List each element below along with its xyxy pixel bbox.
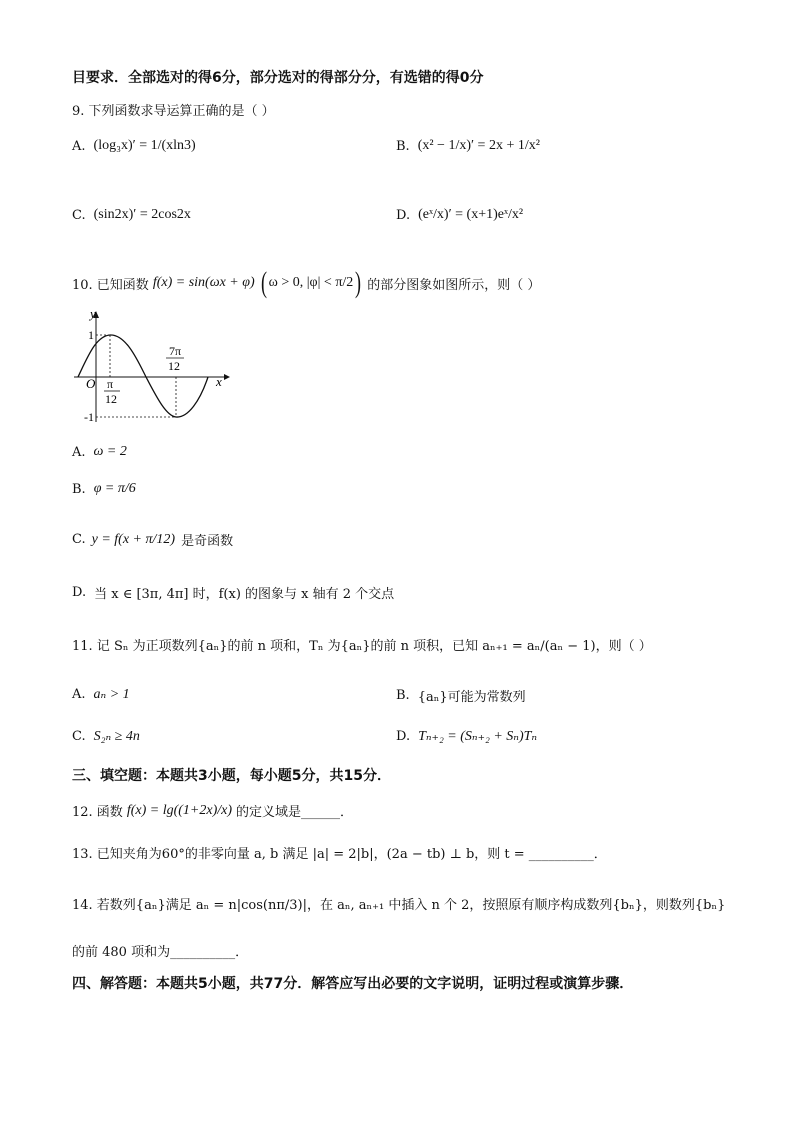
x-axis-arrow-icon (224, 374, 230, 380)
y-max-label: 1 (88, 328, 94, 342)
trough-x-den: 12 (168, 359, 180, 373)
q9-option-b (396, 138, 540, 154)
q10-stem (72, 268, 540, 298)
q10-c-suffix: 是奇函数 (181, 534, 234, 549)
q11-d-label: D. (396, 729, 411, 744)
q9-option-a (72, 138, 196, 154)
right-paren-icon: ) (355, 266, 362, 299)
q9-b-label: B. (396, 138, 410, 154)
q10-option-c (72, 530, 233, 549)
q9-a-label: A. (72, 138, 86, 154)
q9-a-expr: (log₃x)′ = 1/(xln3) (93, 138, 196, 153)
q14-line2: 的前 480 项和为__________． (72, 945, 249, 960)
q9-d-expr: (eˣ/x)′ = (x+1)eˣ/x² (418, 207, 524, 222)
q11-a-expr: aₙ > 1 (93, 687, 130, 702)
q9-d-label: D. (396, 207, 411, 223)
q10-stem-cond-wrap (259, 268, 364, 298)
q10-a-label: A. (72, 444, 86, 460)
q9-option-d (396, 207, 523, 223)
peak-x-den: 12 (105, 392, 117, 406)
q12-prefix: 12. 函数 (72, 805, 123, 820)
q11-stem: 11. 记 Sₙ 为正项数列{aₙ}的前 n 项和，Tₙ 为{aₙ}的前 n 项积，已知 aₙ₊₁ = aₙ/(aₙ − 1)，则（ ） (72, 639, 652, 654)
q11-option-a (72, 686, 130, 703)
q11-option-c (72, 728, 140, 745)
q10-stem-func: f(x) = sin(ωx + φ) (152, 275, 255, 290)
q10-a-expr: ω = 2 (93, 444, 127, 459)
q11-c-expr: S₂ₙ ≥ 4n (93, 729, 140, 744)
y-min-label: -1 (84, 410, 94, 424)
q11-b-text: {aₙ}可能为常数列 (417, 690, 526, 705)
q12-suffix: 的定义域是______． (236, 805, 354, 820)
q9-c-expr: (sin2x)′ = 2cos2x (93, 207, 191, 222)
q10-b-label: B. (72, 481, 86, 497)
q10-option-d (72, 583, 394, 602)
q11-c-label: C. (72, 729, 86, 744)
q10-d-text: 当 x ∈ [3π, 4π] 时，f(x) 的图象与 x 轴有 2 个交点 (94, 587, 395, 602)
q10-c-label: C. (72, 532, 86, 547)
y-axis-label: y (90, 306, 96, 321)
q11-a-label: A. (72, 687, 86, 702)
origin-label: O (86, 376, 96, 391)
q10-stem-suffix: 的部分图象如图所示，则（ ） (367, 277, 541, 293)
q12-expr: f(x) = lg((1+2x)/x) (126, 802, 232, 818)
q14-line1: 14. 若数列{aₙ}满足 aₙ = n|cos(nπ/3)|，在 aₙ, aₙ₊₁ 中插入 n 个 2，按照原有顺序构成数列{bₙ}，则数列{bₙ} (72, 898, 726, 913)
section-4-header: 四、解答题：本题共5小题，共77分．解答应写出必要的文字说明，证明过程或演算步骤． (72, 976, 634, 992)
trough-x-num: 7π (169, 344, 182, 358)
q13: 13. 已知夹角为60°的非零向量 a, b 满足 |a| = 2|b|，(2a − tb) ⊥ b，则 t = __________． (72, 847, 607, 862)
section-header-top: 目要求．全部选对的得6分，部分选对的得部分分，有选错的得0分 (72, 70, 484, 86)
q10-b-expr: φ = π/6 (93, 481, 136, 496)
q9-stem: 9. 下列函数求导运算正确的是（ ） (72, 104, 275, 119)
q11-d-expr: Tₙ₊₂ = (Sₙ₊₂ + Sₙ)Tₙ (418, 729, 538, 744)
q10-c-expr: y = f(x + π/12) (91, 531, 176, 547)
peak-x-num: π (107, 377, 114, 391)
q10-option-b (72, 481, 136, 497)
x-axis-label: x (216, 374, 222, 389)
q11-option-b (396, 686, 526, 705)
q9-option-c (72, 207, 191, 223)
q9-c-label: C. (72, 207, 86, 223)
q10-option-a (72, 444, 127, 460)
section-3-header: 三、填空题：本题共3小题，每小题5分，共15分． (72, 768, 391, 784)
q10-d-label: D. (72, 585, 87, 600)
q10-stem-cond: ω > 0, |φ| < π/2 (268, 275, 354, 290)
left-paren-icon: ( (260, 266, 267, 299)
q11-option-d (396, 728, 537, 745)
q10-graph (66, 306, 236, 426)
q12 (72, 801, 353, 820)
q9-b-expr: (x² − 1/x)′ = 2x + 1/x² (417, 138, 540, 153)
q11-b-label: B. (396, 688, 410, 703)
sine-curve (78, 335, 208, 417)
q10-stem-prefix: 10. 已知函数 (72, 277, 149, 293)
